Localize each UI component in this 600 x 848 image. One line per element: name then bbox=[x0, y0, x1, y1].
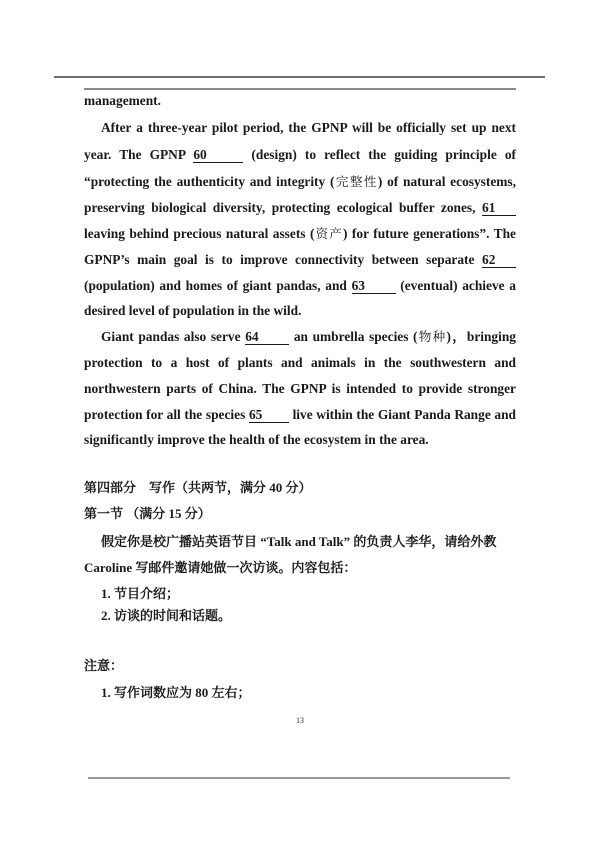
text: an umbrella species ( bbox=[293, 329, 418, 344]
passage-line bbox=[84, 225, 516, 243]
blank-65: 65 bbox=[249, 408, 289, 423]
header-rule-inner bbox=[84, 88, 516, 90]
passage-line bbox=[84, 199, 516, 217]
chinese-gloss: 物种 bbox=[417, 329, 447, 344]
note-item: 1. 写作词数应为 80 左右； bbox=[101, 685, 251, 700]
blank-64: 64 bbox=[245, 330, 289, 345]
passage-line: northwestern parts of China. The GPNP is intended to provide stronger bbox=[84, 381, 516, 396]
section-title: 第一节 （满分 15 分） bbox=[84, 506, 211, 521]
blank-63: 63 bbox=[352, 279, 396, 294]
content-item: 1. 节目介绍； bbox=[101, 586, 180, 601]
text: GPNP’s main goal is to improve connectivity between separate bbox=[84, 252, 475, 267]
blank-61: 61 bbox=[482, 201, 516, 216]
passage-line bbox=[84, 173, 516, 191]
footer-rule bbox=[88, 777, 510, 779]
page-number: 13 bbox=[296, 716, 304, 725]
passage-line bbox=[84, 406, 516, 424]
passage-line bbox=[84, 251, 516, 269]
text: )，bringing bbox=[446, 329, 516, 344]
text: ) of natural ecosystems, bbox=[377, 174, 516, 189]
passage-line: desired level of population in the wild. bbox=[84, 303, 302, 318]
passage-line: After a three-year pilot period, the GPNP will be officially set up next bbox=[101, 120, 516, 135]
text: 假定你是校广播站英语节目 bbox=[101, 534, 258, 549]
text: Giant pandas also serve bbox=[101, 329, 241, 344]
text: ) for future generations”. The bbox=[343, 226, 516, 241]
passage-line: significantly improve the health of the ecosystem in the area. bbox=[84, 432, 429, 447]
text: 的负责人李华，请给外教 bbox=[353, 534, 497, 549]
blank-60: 60 bbox=[193, 148, 243, 163]
passage-line: management. bbox=[84, 93, 161, 108]
content-item: 2. 访谈的时间和话题。 bbox=[101, 608, 232, 623]
text: live within the Giant Panda Range and bbox=[292, 407, 516, 422]
text: preserving biological diversity, protecting ecological buffer zones, bbox=[84, 200, 476, 215]
text: (eventual) achieve a bbox=[400, 278, 516, 293]
text: (population) and homes of giant pandas, and bbox=[84, 278, 347, 293]
text: 写邮件邀请她做一次访谈。内容包括： bbox=[135, 560, 357, 575]
header-rule-top bbox=[54, 76, 545, 78]
teacher-name: Caroline bbox=[84, 560, 133, 575]
passage-line bbox=[84, 328, 516, 346]
part-title: 第四部分 写作（共两节，满分 40 分） bbox=[84, 480, 312, 495]
chinese-gloss: 完整性 bbox=[334, 174, 378, 189]
prompt-line bbox=[84, 533, 516, 551]
prompt-line bbox=[84, 559, 516, 577]
passage-line bbox=[84, 146, 516, 164]
note-title: 注意： bbox=[84, 658, 124, 673]
chinese-gloss: 资产 bbox=[314, 226, 343, 241]
passage-line: protection to a host of plants and animals in the southwestern and bbox=[84, 355, 516, 370]
text: leaving behind precious natural assets ( bbox=[84, 226, 315, 241]
blank-62: 62 bbox=[482, 253, 516, 268]
text: protection for all the species bbox=[84, 407, 246, 422]
text: year. The GPNP bbox=[84, 147, 186, 162]
text: (design) to reflect the guiding principle of bbox=[251, 147, 516, 162]
text: “protecting the authenticity and integrity ( bbox=[84, 174, 335, 189]
program-name: “Talk and Talk” bbox=[260, 534, 351, 549]
passage-line bbox=[84, 277, 516, 295]
